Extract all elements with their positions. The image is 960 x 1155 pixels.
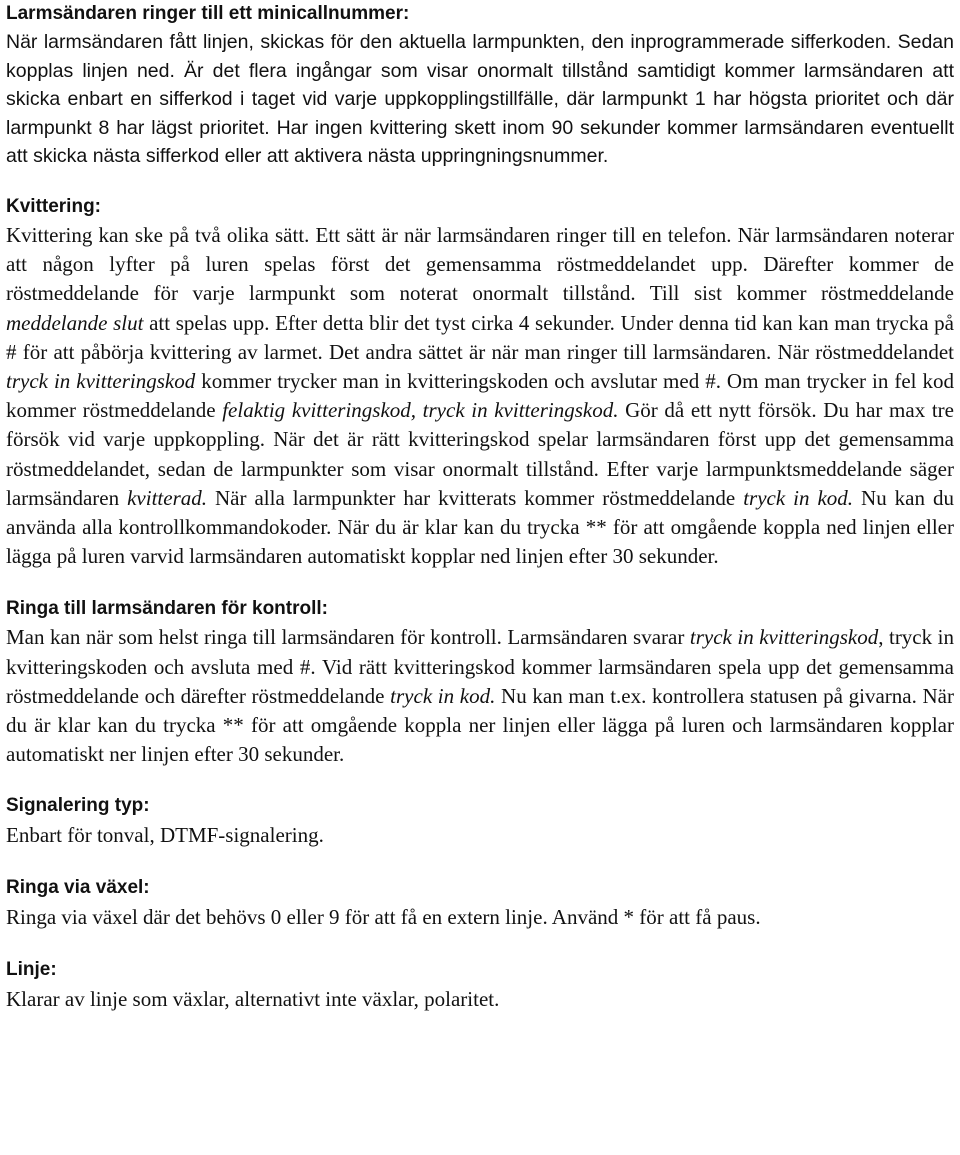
text-run: Kvittering kan ske på två olika sätt. Ett sätt är när larmsändaren ringer till en telefon. När larmsändaren noterar att någon lyfter på luren spelas först det gemensamma röstmeddelandet upp. Därefter kommer de röstmeddelande för varje larmpunkt som noterat onormalt tillstånd. Till sist kommer röstmeddelande xyxy=(6,222,954,306)
section-paragraph: Ringa via växel där det behövs 0 eller 9 för att få en extern linje. Använd * för att få paus. xyxy=(6,905,761,930)
text-run: Nu kan man t.ex. kontrollera statusen på givarna. När du är klar kan du trycka ** för att omgående koppla ner linjen eller lägga på luren och larmsändaren kopplar automatiskt ner linjen efter 30 sekunder. xyxy=(6,683,954,767)
voice-message-text: felaktig kvitteringskod, tryck in kvitteringskod. xyxy=(222,398,619,423)
section-paragraph: Klarar av linje som växlar, alternativt inte växlar, polaritet. xyxy=(6,987,500,1012)
section-kontroll xyxy=(6,595,954,769)
section-heading: Ringa via växel: xyxy=(6,877,150,899)
section-kvittering xyxy=(6,193,954,571)
text-run: Man kan när som helst ringa till larmsändaren för kontroll. Larmsändaren svarar xyxy=(6,625,690,650)
text-run: , tryck in kvitteringskoden och avsluta med #. Vid rätt kvitteringskod kommer larmsändaren spela upp det gemensamma röstmeddelande och därefter röstmeddelande xyxy=(6,625,954,708)
section-heading: Ringa till larmsändaren för kontroll: xyxy=(6,598,328,620)
voice-message-text: tryck in kvitteringskod xyxy=(689,625,879,650)
text-run: Nu kan du använda alla kontrollkommandokoder. När du är klar kan du trycka ** för att omgående koppla ned linjen eller lägga på luren varvid larmsändaren automatiskt kopplar ned linjen efter 30 sekunder. xyxy=(6,485,954,569)
section-minicall xyxy=(6,0,954,171)
section-paragraph: När larmsändaren fått linjen, skickas för den aktuella larmpunkten, den inprogrammerade sifferkoden. Sedan kopplas linjen ned. Är det flera ingångar som visar onormalt tillstånd samtidigt kommer larmsändaren att skicka enbart en sifferkod i taget vid varje uppkopplingstillfälle, där larmpunkt 1 har högsta prioritet och där larmpunkt 8 har lägst prioritet. Har ingen kvittering skett inom 90 sekunder kommer larmsändaren eventuellt att skicka nästa sifferkod eller att aktivera nästa uppringningsnummer. xyxy=(6,31,954,168)
section-heading: Larmsändaren ringer till ett minicallnummer: xyxy=(6,3,410,24)
voice-message-text: tryck in kod. xyxy=(390,683,496,708)
section-signalering xyxy=(6,792,954,850)
text-run: Gör då ett nytt försök. Du har max tre försök vid varje uppkoppling. När det är rätt kvitteringskod spelar larmsändaren först upp det gemensamma röstmeddelandet, sedan de larmpunkter som visar onormalt tillstånd. Efter varje larmpunktsmeddelande säger larmsändaren xyxy=(6,398,954,510)
text-run: När alla larmpunkter har kvitterats kommer röstmeddelande xyxy=(207,485,744,510)
section-paragraph xyxy=(6,221,954,571)
voice-message-text: kvitterad. xyxy=(127,485,207,510)
voice-message-text: meddelande slut xyxy=(6,310,144,335)
voice-message-text: tryck in kvitteringskod xyxy=(6,368,196,393)
section-vaxel xyxy=(6,874,954,932)
text-run: kommer trycker man in kvitteringskoden och avslutar med #. Om man trycker in fel kod kommer röstmeddelande xyxy=(6,368,954,423)
section-heading: Kvittering: xyxy=(6,195,101,217)
voice-message-text: tryck in kod. xyxy=(743,485,854,510)
section-linje xyxy=(6,956,954,1014)
text-run: att spelas upp. Efter detta blir det tyst cirka 4 sekunder. Under denna tid kan kan man trycka på # för att påbörja kvittering av larmet. Det andra sättet är när man ringer till larmsändaren. När röstmeddelandet xyxy=(6,310,954,364)
section-heading: Linje: xyxy=(6,959,57,981)
section-paragraph: Enbart för tonval, DTMF-signalering. xyxy=(6,823,324,848)
section-paragraph xyxy=(6,623,954,769)
section-heading: Signalering typ: xyxy=(6,795,150,817)
